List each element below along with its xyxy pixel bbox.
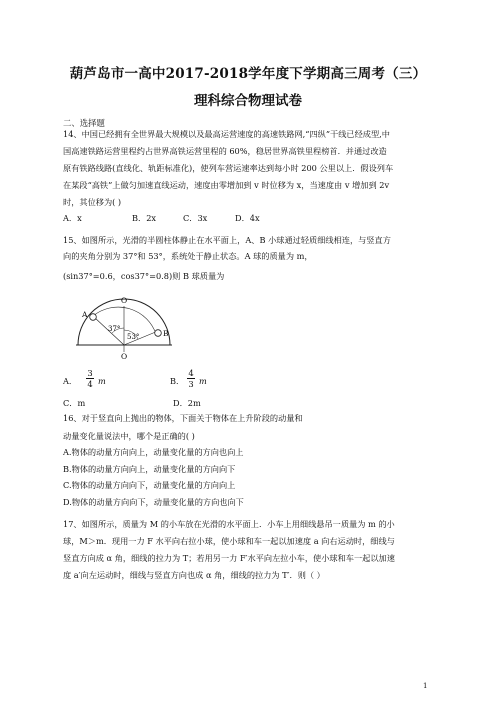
angle-label-b: 53° [127,333,140,341]
q16-option-a: A.物体的动量方向向上，动量变化量的方向也向上 [63,447,244,457]
q14-text-line: 时，其位移为( ) [63,197,122,207]
fraction-numerator: 4 [188,368,194,378]
q16-option-b: B.物体的动量方向向上，动量变化量的方向向下 [63,464,236,474]
q15-text-line: 向的夹角分别为 37°和 53°，系统处于静止状态。A 球的质量为 m， [63,251,313,261]
angle-label-a: 37° [108,325,121,333]
q15-option-a-prefix: A． [63,376,78,386]
q15-option-b-prefix: B． [170,376,185,386]
q15-option-a-var: m [98,376,106,386]
q17-text-line: 竖直方向成 α 角，细线的拉力为 T；若用另一力 F′水平向左拉小车，使小球和车一起以加速 [63,553,395,563]
page-number: 1 [423,682,428,690]
q14-text-line: 原有铁路线路(直线化、轨距标准化)，使列车营运速率达到每小时 200 公里以上．假设列车 [63,163,394,173]
fraction-denominator: 4 [87,379,93,389]
label-b: B [163,329,169,338]
q16-text-line: 16、对于竖直向上抛出的物体，下面关于物体在上升阶段的动量和 [63,413,303,423]
q17-text-line: 度 a′向左运动时，细线与竖直方向也成 α 角，细线的拉力为 T′．则（ ） [63,570,325,580]
fraction-denominator: 3 [188,379,194,389]
q17-text-line: 球，M＞m．现用一力 F 水平向右拉小球，使小球和车一起以加速度 a 向右运动时，细线与 [63,536,395,546]
q15-text-line: (sin37°=0.6，cos37°=0.8)则 B 球质量为 [63,271,225,281]
q14-option-c: C．3x [183,213,208,223]
q14-text-line: 14、中国已经拥有全世界最大规模以及最高运营速度的高速铁路网,“四纵”干线已经成型,中 [63,129,390,139]
exam-subtitle: 理科综合物理试卷 [194,93,302,109]
exam-title: 葫芦岛市一高中2017-2018学年度下学期高三周考（三） [69,66,427,82]
label-a: A [82,310,88,319]
q16-text-line: 动量变化量说法中，哪个是正确的( ) [63,431,195,441]
q15-figure [72,290,182,362]
q15-text-line: 15、如图所示，光滑的半圆柱体静止在水平面上，A、B 小球通过轻质细线相连，与竖直方 [63,235,391,245]
q15-option-b-var: m [199,376,207,386]
q14-text-line: 国高速铁路运营里程约占世界高铁运营里程的 60%，稳居世界高铁里程榜首．并通过改造 [63,146,387,156]
q17-text-line: 17、如图所示，质量为 M 的小车放在光滑的水平面上．小车上用细线悬吊一质量为 m 的小 [63,519,395,529]
q15-option-d: D．2m [173,398,201,408]
q15-option-a-fraction [86,368,94,389]
section-label: 二、选择题 [63,118,105,128]
label-o-top: O [121,296,128,305]
q14-option-a: A．x [63,213,82,223]
label-o-bottom: O [121,352,128,361]
q15-option-b-fraction [187,368,195,389]
q16-option-c: C.物体的动量方向向下，动量变化量的方向向上 [63,480,236,490]
ball-a [90,314,97,321]
q15-option-c: C．m [63,398,86,408]
ball-b [155,330,162,337]
q14-option-b: B．2x [132,213,157,223]
q14-text-line: 在某段“高铁”上做匀加速直线运动，速度由零增加到 v 时位移为 x，当速度由 v 增加到 2v [63,180,390,190]
fraction-numerator: 3 [87,368,93,378]
q14-option-d: D．4x [235,213,260,223]
q16-option-d: D.物体的动量方向向下，动量变化量的方向也向下 [63,497,244,507]
